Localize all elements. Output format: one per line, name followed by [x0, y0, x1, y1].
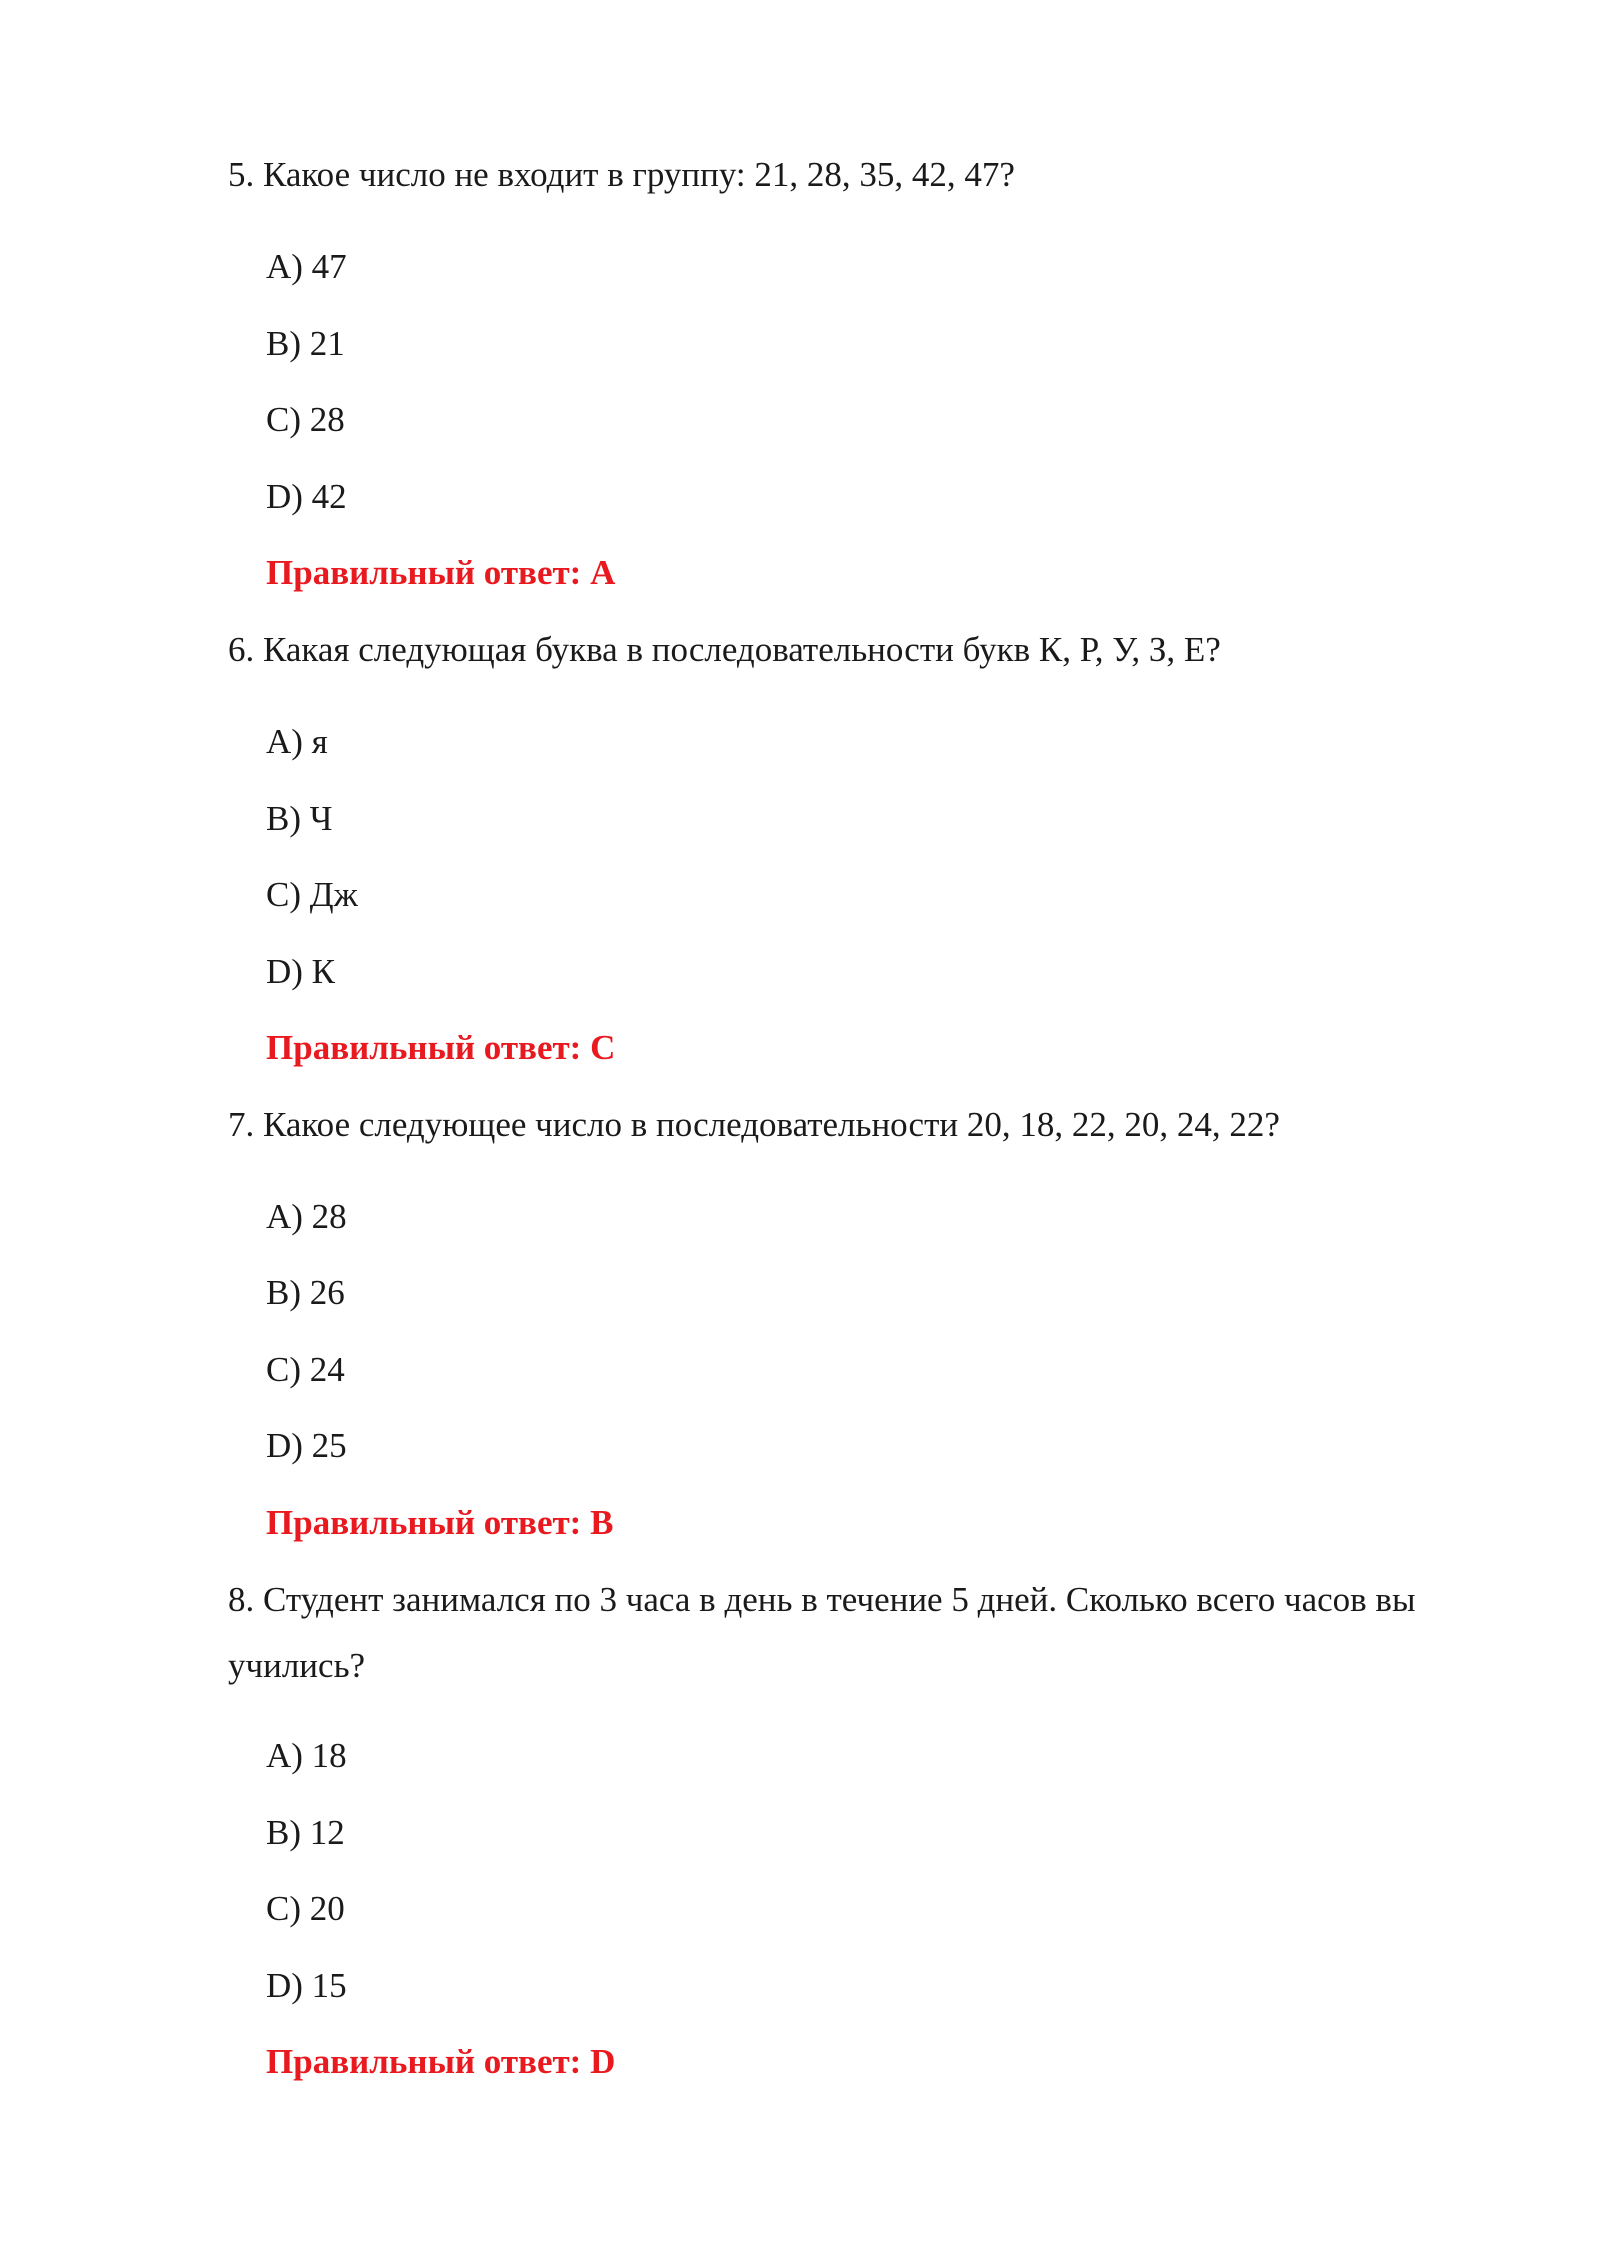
question-7-text: 7. Какое следующее число в последовательности 20, 18, 22, 20, 24, 22? [228, 1105, 1280, 1144]
question-7-option-b: B) 26 [266, 1273, 345, 1312]
question-5-option-a: A) 47 [266, 247, 347, 286]
question-8-text: 8. Студент занимался по 3 часа в день в течение 5 дней. Сколько всего часов вы учились? [228, 1580, 1416, 1685]
question-7-option-a: A) 28 [266, 1197, 347, 1236]
question-6-text: 6. Какая следующая буква в последовательности букв К, Р, У, З, Е? [228, 630, 1221, 669]
question-6-option-a: A) я [266, 722, 328, 761]
question-7-option-c: C) 24 [266, 1350, 345, 1389]
question-7-answer: Правильный ответ: B [266, 1503, 614, 1542]
question-5-option-d: D) 42 [266, 477, 347, 516]
question-5-text: 5. Какое число не входит в группу: 21, 28, 35, 42, 47? [228, 155, 1015, 194]
question-5-option-c: C) 28 [266, 400, 345, 439]
question-8-option-b: B) 12 [266, 1813, 345, 1852]
question-5-answer: Правильный ответ: A [266, 553, 616, 592]
question-8-answer: Правильный ответ: D [266, 2042, 616, 2081]
question-8-option-d: D) 15 [266, 1966, 347, 2005]
question-6-answer: Правильный ответ: C [266, 1028, 616, 1067]
question-5-option-b: B) 21 [266, 324, 345, 363]
question-7-option-d: D) 25 [266, 1426, 347, 1465]
question-8-option-c: C) 20 [266, 1889, 345, 1928]
question-6-option-d: D) К [266, 952, 336, 991]
question-6-option-c: C) Дж [266, 875, 358, 914]
question-6-option-b: B) Ч [266, 799, 333, 838]
question-8-option-a: A) 18 [266, 1736, 347, 1775]
